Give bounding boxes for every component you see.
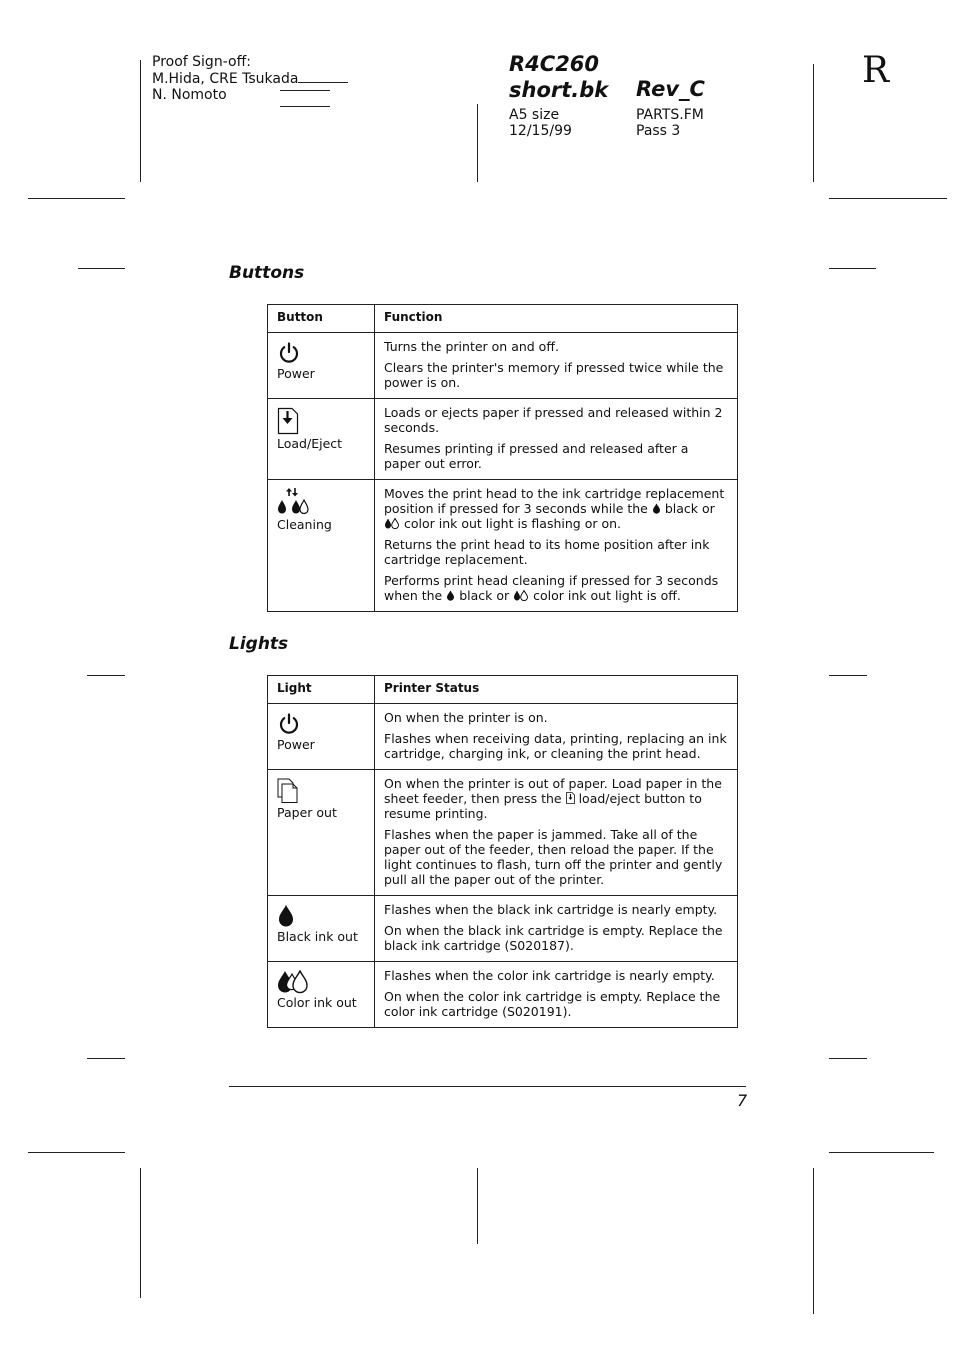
document-id bbox=[509, 51, 608, 103]
load-function-1: Loads or ejects paper if pressed and released within 2 seconds. bbox=[384, 405, 723, 435]
crop-mark-top-left-h bbox=[28, 198, 125, 199]
light-label-paper-out: Paper out bbox=[277, 805, 337, 820]
margin-mark-right-1 bbox=[829, 268, 876, 269]
table-header-row bbox=[268, 305, 738, 333]
cleaning-function-2: Returns the print head to its home position after ink cartridge replacement. bbox=[384, 537, 710, 567]
button-label-load-eject: Load/Eject bbox=[277, 436, 343, 451]
buttons-table bbox=[267, 304, 738, 612]
power-function-1: Turns the printer on and off. bbox=[384, 339, 559, 354]
column-header-printer-status: Printer Status bbox=[375, 676, 738, 704]
lights-heading: Lights bbox=[229, 634, 289, 654]
meta-date: 12/15/99 bbox=[509, 123, 572, 139]
button-label-power: Power bbox=[277, 366, 315, 381]
cleaning-icon bbox=[277, 488, 311, 516]
crop-mark-bottom-left-v bbox=[140, 1168, 141, 1298]
table-row bbox=[268, 962, 738, 1028]
paper-status-1a: On when the printer is out of paper. Load paper in the sheet feeder, then press the bbox=[384, 776, 722, 806]
black-status-1: Flashes when the black ink cartridge is nearly empty. bbox=[384, 902, 718, 917]
light-label-black-ink-out: Black ink out bbox=[277, 929, 358, 944]
load-function-2: Resumes printing if pressed and released after a paper out error. bbox=[384, 441, 689, 471]
color-status-1: Flashes when the color ink cartridge is nearly empty. bbox=[384, 968, 715, 983]
crop-mark-top-right-h bbox=[829, 198, 947, 199]
lights-table bbox=[267, 675, 738, 1028]
power-icon bbox=[277, 712, 301, 736]
cleaning-function-1c: color ink out light is flashing or on. bbox=[403, 516, 622, 531]
margin-mark-left-2 bbox=[87, 675, 125, 676]
black-status-2: On when the black ink cartridge is empty. Replace the black ink cartridge (S020187). bbox=[384, 923, 723, 953]
power-status-2: Flashes when receiving data, printing, replacing an ink cartridge, charging ink, or cleaning the print head. bbox=[384, 731, 727, 761]
buttons-heading: Buttons bbox=[229, 263, 305, 283]
color-status-2: On when the color ink cartridge is empty. Replace the color ink cartridge (S020191). bbox=[384, 989, 721, 1019]
corner-letter: R bbox=[862, 50, 890, 91]
paper-status-2: Flashes when the paper is jammed. Take all of the paper out of the feeder, then reload the paper. If the light continues to flash, turn off the printer and gently pull all the paper out of the printer. bbox=[384, 827, 723, 887]
column-header-function: Function bbox=[375, 305, 738, 333]
crop-mark-top-center-v bbox=[477, 104, 478, 182]
cleaning-function-3b: black or bbox=[459, 588, 510, 603]
light-label-color-ink-out: Color ink out bbox=[277, 995, 357, 1010]
margin-mark-left-3 bbox=[87, 1058, 125, 1059]
proof-signoff-block bbox=[152, 54, 348, 104]
meta-size: A5 size bbox=[509, 107, 560, 123]
table-row bbox=[268, 480, 738, 612]
margin-mark-right-3 bbox=[829, 1058, 867, 1059]
table-row bbox=[268, 896, 738, 962]
crop-mark-top-left-v bbox=[140, 60, 141, 182]
table-row bbox=[268, 399, 738, 480]
meta-right bbox=[636, 107, 704, 139]
signature-blank-3 bbox=[280, 106, 330, 107]
meta-pass: Pass 3 bbox=[636, 123, 681, 139]
cleaning-function-3a: Performs print head cleaning if pressed for 3 seconds when the bbox=[384, 573, 719, 603]
power-function-2: Clears the printer's memory if pressed twice while the power is on. bbox=[384, 360, 724, 390]
cleaning-function-1a: Moves the print head to the ink cartridge replacement position if pressed for 3 seconds while the bbox=[384, 486, 725, 516]
proof-title: Proof Sign-off: bbox=[152, 54, 251, 70]
table-header-row bbox=[268, 676, 738, 704]
color-ink-icon bbox=[384, 518, 400, 529]
footer-rule bbox=[229, 1086, 746, 1087]
load-eject-icon bbox=[277, 407, 299, 435]
black-ink-icon bbox=[277, 904, 295, 928]
light-label-power: Power bbox=[277, 737, 315, 752]
cleaning-function-3c: color ink out light is off. bbox=[533, 588, 681, 603]
color-ink-icon bbox=[513, 590, 529, 601]
meta-file: PARTS.FM bbox=[636, 107, 704, 123]
proof-line-1: M.Hida, CRE Tsukada bbox=[152, 70, 299, 87]
paper-out-icon bbox=[277, 778, 299, 804]
button-label-cleaning: Cleaning bbox=[277, 517, 332, 532]
table-row bbox=[268, 333, 738, 399]
margin-mark-right-2 bbox=[829, 675, 867, 676]
column-header-light: Light bbox=[268, 676, 375, 704]
crop-mark-bottom-center-v bbox=[477, 1168, 478, 1244]
black-ink-icon bbox=[446, 590, 455, 601]
proof-line-2: N. Nomoto bbox=[152, 87, 227, 103]
revision-label: Rev_C bbox=[636, 77, 705, 101]
table-row bbox=[268, 704, 738, 770]
margin-mark-left-1 bbox=[78, 268, 125, 269]
crop-mark-top-right-v bbox=[813, 64, 814, 182]
signature-blank-2 bbox=[280, 90, 330, 91]
load-eject-icon bbox=[566, 792, 575, 804]
black-ink-icon bbox=[652, 503, 661, 514]
crop-mark-bottom-left-h bbox=[28, 1152, 125, 1153]
column-header-button: Button bbox=[268, 305, 375, 333]
paper-status-1b: load/eject button to resume printing. bbox=[384, 791, 702, 821]
document-id-line-2: short.bk bbox=[509, 78, 609, 102]
crop-mark-bottom-right-h bbox=[829, 1152, 934, 1153]
power-icon bbox=[277, 341, 301, 365]
power-status-1: On when the printer is on. bbox=[384, 710, 548, 725]
signature-blank-1 bbox=[298, 71, 348, 83]
page-number: 7 bbox=[737, 1091, 748, 1110]
cleaning-function-1b: black or bbox=[664, 501, 715, 516]
color-ink-icon bbox=[277, 970, 309, 994]
table-row bbox=[268, 770, 738, 896]
document-id-line-1: R4C260 bbox=[509, 52, 600, 76]
meta-left bbox=[509, 107, 572, 139]
crop-mark-bottom-right-v bbox=[813, 1168, 814, 1314]
